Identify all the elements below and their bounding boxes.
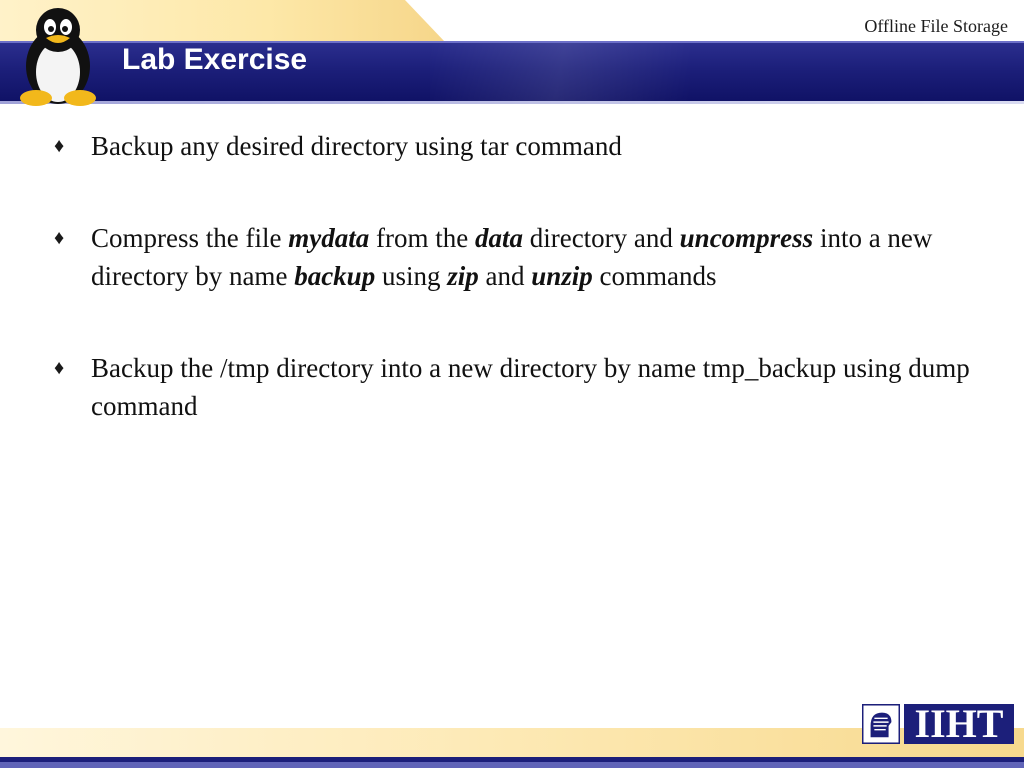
diamond-bullet-icon: ♦ bbox=[54, 357, 65, 379]
emphasized-term: zip bbox=[447, 261, 479, 291]
bullet-list bbox=[52, 127, 997, 479]
iiht-logo bbox=[862, 704, 1014, 746]
bullet-text: from the bbox=[369, 223, 475, 253]
bullet-text: Backup the /tmp directory into a new directory by name tmp_backup using dump command bbox=[91, 353, 970, 421]
footer-line-accent bbox=[0, 762, 1024, 768]
bullet-item bbox=[52, 127, 997, 165]
diamond-bullet-icon: ♦ bbox=[54, 227, 65, 249]
emphasized-term: uncompress bbox=[679, 223, 814, 253]
bullet-text: into a new directory by name bbox=[91, 223, 933, 291]
bullet-item bbox=[52, 349, 997, 425]
bullet-text: commands bbox=[592, 261, 717, 291]
slide-title: Lab Exercise bbox=[122, 43, 308, 76]
diamond-bullet-icon: ♦ bbox=[54, 135, 65, 157]
logo-emblem-icon bbox=[862, 704, 900, 744]
emphasized-term: mydata bbox=[288, 223, 370, 253]
bullet-item bbox=[52, 219, 997, 295]
emphasized-term: data bbox=[474, 223, 523, 253]
emphasized-term: unzip bbox=[531, 261, 593, 291]
bullet-text: directory and bbox=[522, 223, 680, 253]
header-sheen bbox=[430, 43, 690, 101]
bullet-text: and bbox=[478, 261, 532, 291]
tux-penguin-icon bbox=[14, 6, 102, 108]
bullet-text: Backup any desired directory using tar command bbox=[91, 131, 622, 161]
bullet-text: using bbox=[375, 261, 448, 291]
logo-text: IIHT bbox=[904, 704, 1014, 744]
bullet-text: Compress the file bbox=[91, 223, 289, 253]
subject-title: Offline File Storage bbox=[864, 16, 1008, 36]
emphasized-term: backup bbox=[294, 261, 376, 291]
